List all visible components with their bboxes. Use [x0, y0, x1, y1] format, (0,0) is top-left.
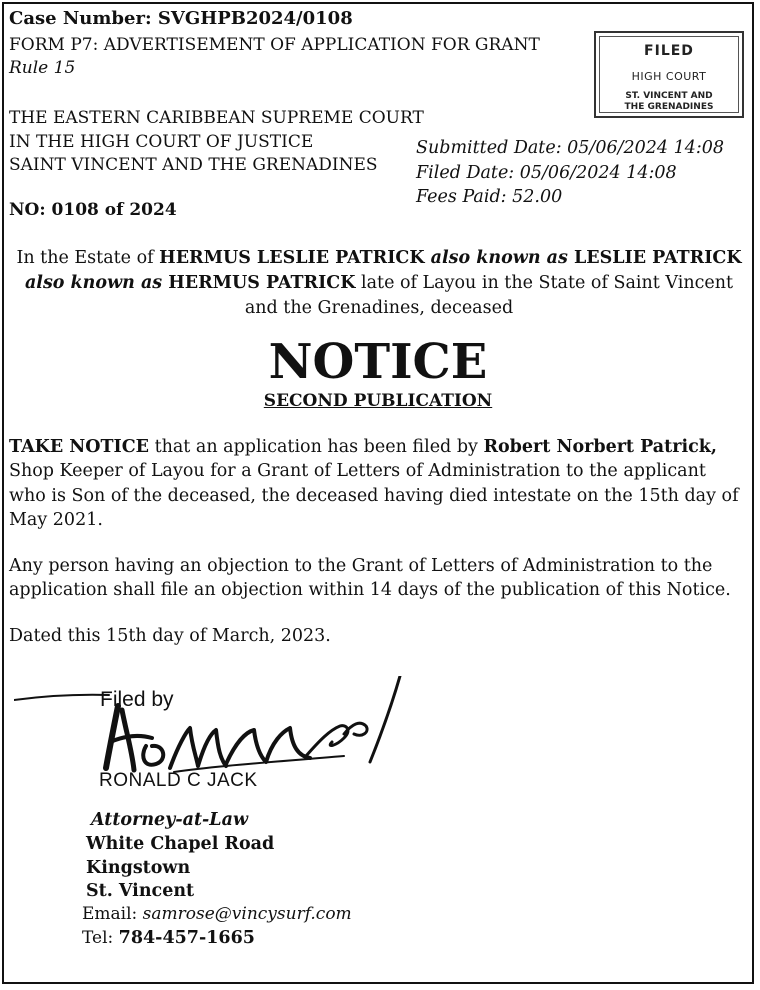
estate-description	[12, 246, 746, 321]
filed-by-label: Filed by	[100, 688, 174, 711]
signatory-name: RONALD C JACK	[99, 770, 258, 791]
dated-line: Dated this 15th day of March, 2023.	[9, 626, 331, 646]
applicant-name: Robert Norbert Patrick,	[483, 437, 717, 457]
take-notice-lead: TAKE NOTICE	[9, 437, 149, 457]
court-line-2: IN THE HIGH COURT OF JUSTICE	[9, 131, 314, 152]
stamp-location-line-2: THE GRENADINES	[624, 102, 714, 112]
stamp-location-line-1: ST. VINCENT AND	[625, 91, 713, 101]
notice-paragraph-2: Any person having an objection to the Grant of Letters of Administration to the application shall file an objection within 14 days of the publication of this Notice.	[9, 556, 731, 601]
alias-connector-1: also known as	[424, 248, 574, 268]
attorney-email	[82, 904, 352, 924]
deceased-alias-2: HERMUS PATRICK	[168, 273, 356, 293]
attorney-phone	[82, 928, 255, 948]
attorney-title: Attorney-at-Law	[91, 810, 249, 830]
tel-label: Tel:	[82, 928, 119, 948]
claim-number: NO: 0108 of 2024	[9, 200, 177, 220]
estate-residence: late of Layou in the State of Saint Vincent and the Grenadines, deceased	[244, 273, 734, 318]
form-title: FORM P7: ADVERTISEMENT OF APPLICATION FOR GRANT	[9, 35, 540, 55]
stamp-filed: FILED	[644, 43, 694, 59]
deceased-name: HERMUS LESLIE PATRICK	[159, 248, 425, 268]
case-number: Case Number: SVGHPB2024/0108	[9, 8, 353, 29]
estate-intro: In the Estate of	[16, 248, 160, 268]
attorney-address	[86, 833, 274, 904]
publication-label: SECOND PUBLICATION	[263, 391, 493, 411]
tel-number: 784-457-1665	[118, 928, 255, 948]
stamp-location	[596, 91, 742, 113]
court-heading	[9, 107, 424, 178]
stamp-high-court: HIGH COURT	[631, 70, 707, 83]
address-line-2: Kingstown	[86, 857, 191, 878]
email-address[interactable]: samrose@vincysurf.com	[142, 904, 352, 924]
address-line-3: St. Vincent	[86, 881, 195, 901]
rule-reference: Rule 15	[9, 58, 76, 78]
filed-stamp	[594, 31, 744, 118]
notice-title: NOTICE	[268, 334, 488, 390]
court-line-3: SAINT VINCENT AND THE GRENADINES	[9, 155, 378, 175]
alias-connector-2: also known as	[24, 273, 169, 293]
address-line-1: White Chapel Road	[86, 834, 275, 854]
filing-dates	[416, 136, 724, 210]
deceased-alias-1: LESLIE PATRICK	[573, 248, 742, 268]
notice-text-a: that an application has been filed by	[149, 437, 484, 457]
submitted-date: Submitted Date: 05/06/2024 14:08	[416, 138, 725, 158]
filed-date: Filed Date: 05/06/2024 14:08	[416, 162, 677, 183]
email-label: Email:	[82, 904, 143, 924]
notice-text-b: Shop Keeper of Layou for a Grant of Letters of Administration to the applicant who is Son of the deceased, the deceased having died intestate on the 15th day of May 2021.	[9, 461, 739, 530]
court-line-1: THE EASTERN CARIBBEAN SUPREME COURT	[9, 108, 424, 128]
notice-paragraph-1	[9, 435, 747, 532]
fees-paid: Fees Paid: 52.00	[416, 187, 563, 207]
